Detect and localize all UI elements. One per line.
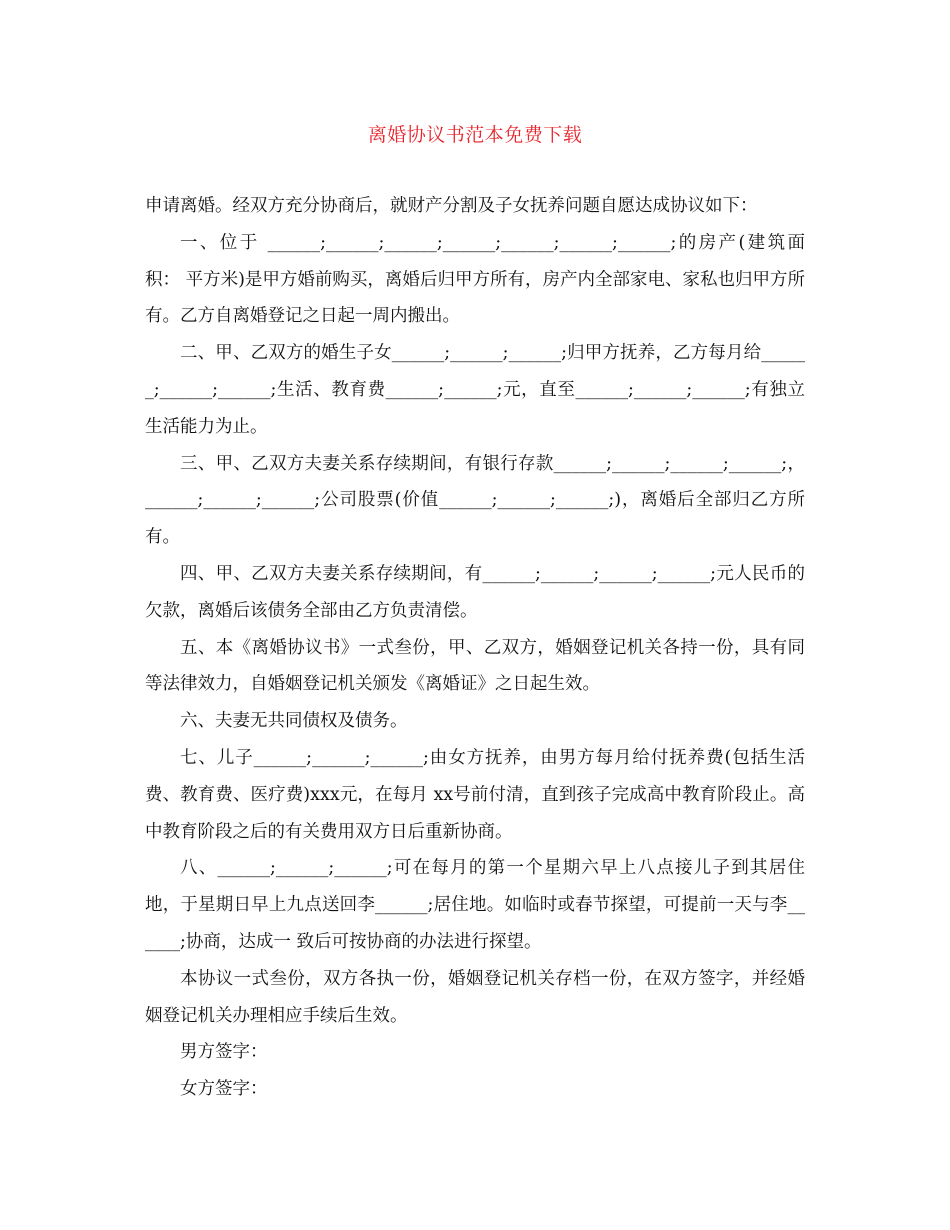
- document-body: [145, 188, 805, 1108]
- clause-3-savings: 三、甲、乙双方夫妻关系存续期间，有银行存款______;______;______;______;，______;______;______;公司股票(价值______;______;______;)，离婚后全部归乙方所有。: [145, 453, 805, 548]
- clause-5-copies: 五、本《离婚协议书》一式叁份，甲、乙双方，婚姻登记机关各持一份，具有同等法律效力，自婚姻登记机关颁发《离婚证》之日起生效。: [145, 637, 805, 695]
- female-signature-line: 女方签字：: [180, 1079, 268, 1100]
- clause-6-no-debts: 六、夫妻无共同债权及债务。: [180, 711, 408, 732]
- clause-2-child-custody: 二、甲、乙双方的婚生子女______;______;______;归甲方抚养，乙方每月给______;______;______;生活、教育费______;______;元，直至______;______;______;有独立生活能力为止。: [145, 343, 805, 437]
- closing-paragraph: 本协议一式叁份，双方各执一份，婚姻登记机关存档一份，在双方签字，并经婚姻登记机关办理相应手续后生效。: [145, 968, 805, 1026]
- clause-7-son-support: 七、儿子______;______;______;由女方抚养，由男方每月给付抚养费(包括生活费、教育费、医疗费)xxx元，在每月 xx号前付清，直到孩子完成高中教育阶段止。高中教育阶段之后的有关费用双方日后重新协商。: [145, 747, 805, 842]
- male-signature-line: 男方签字：: [180, 1042, 268, 1063]
- clause-8-visitation: 八、______;______;______;可在每月的第一个星期六早上八点接儿子到其居住地，于星期日早上九点送回李______;居住地。如临时或春节探望，可提前一天与李______;协商，达成一 致后可按协商的办法进行探望。: [145, 858, 805, 952]
- clause-1-property: 一、位于 ______;______;______;______;______;______;______;的房产(建筑面积： 平方米)是甲方婚前购买，离婚后归甲方所有，房产内全部家电、家私也归甲方所有。乙方自离婚登记之日起一周内搬出。: [145, 232, 805, 327]
- clause-4-debt: 四、甲、乙双方夫妻关系存续期间，有______;______;______;______;元人民币的欠款，离婚后该债务全部由乙方负责清偿。: [145, 563, 805, 621]
- document-title: 离婚协议书范本免费下载: [367, 124, 583, 146]
- intro-paragraph: 申请离婚。经双方充分协商后，就财产分割及子女抚养问题自愿达成协议如下：: [145, 196, 758, 216]
